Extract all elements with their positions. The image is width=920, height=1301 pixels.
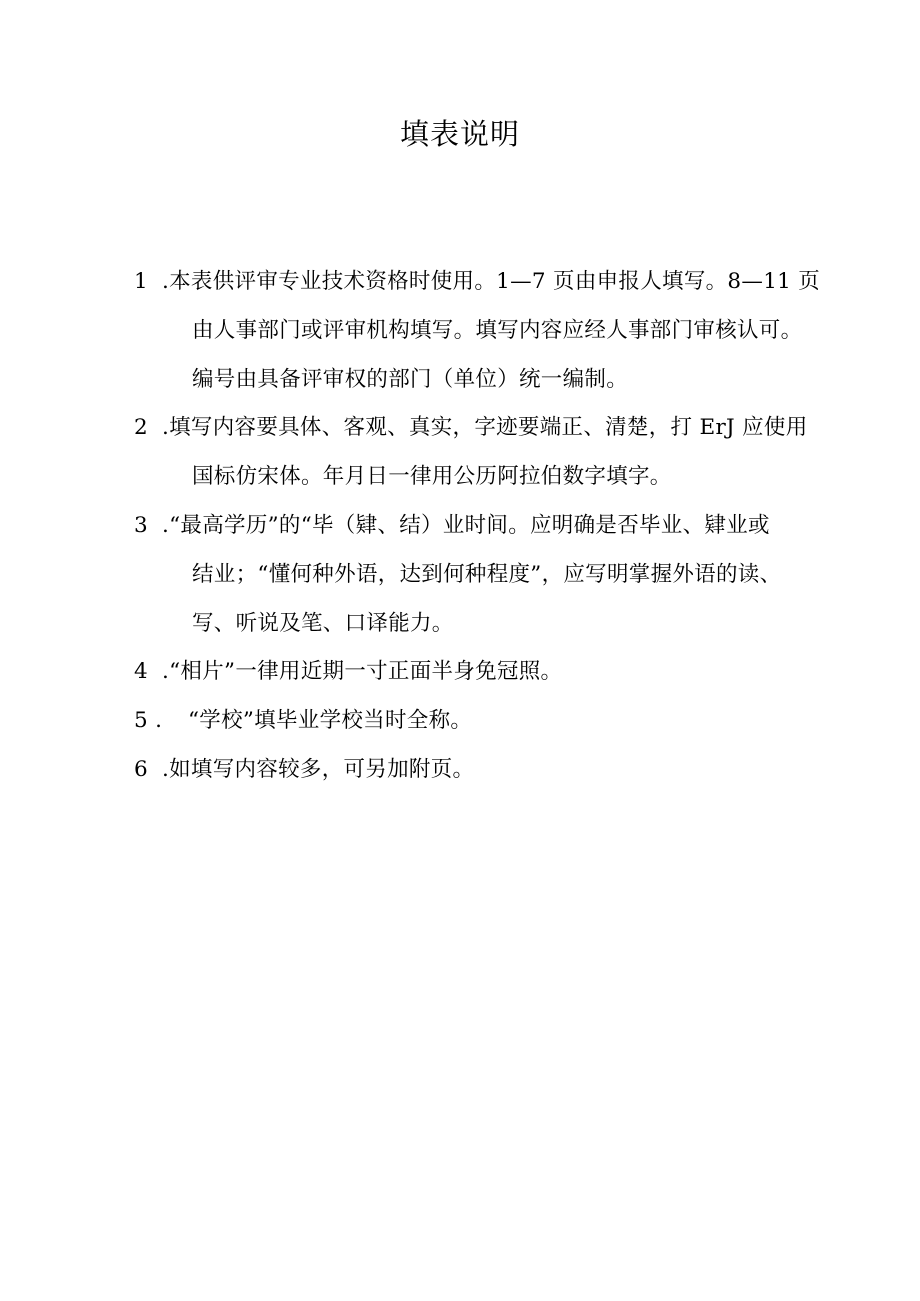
item-number	[134, 697, 162, 746]
page-title: 填表说明	[399, 117, 520, 151]
item-line: 写、听说及笔、口译能力。	[192, 610, 454, 636]
instructions-list	[134, 258, 846, 795]
instruction-item-1	[134, 258, 846, 404]
item-line: .填写内容要具体、客观、真实，字迹要端正、清楚，打 ErJ 应使用	[162, 415, 808, 441]
item-number: 2	[134, 415, 148, 441]
item-number: 1	[134, 269, 148, 294]
item-line: .如填写内容较多，可另加附页。	[162, 756, 475, 782]
item-line: 由人事部门或评审机构填写。填写内容应经人事部门审核认可。	[192, 317, 803, 343]
item-text	[162, 258, 846, 404]
item-line: .“最高学历”的“毕（肄、结）业时间。应明确是否毕业、肄业或	[162, 512, 770, 538]
item-number-dot: .	[155, 708, 163, 734]
item-text	[162, 502, 846, 648]
instruction-item-4	[134, 648, 846, 697]
item-line: 结业；“懂何种外语，达到何种程度”，应写明掌握外语的读、	[192, 561, 782, 587]
item-number: 3	[134, 512, 148, 538]
item-line: .本表供评审专业技术资格时使用。1—7 页由申报人填写。8—11 页	[162, 269, 821, 294]
item-text	[162, 404, 846, 502]
item-line: 国标仿宋体。年月日一律用公历阿拉伯数字填字。	[192, 464, 672, 490]
item-text	[162, 648, 846, 697]
instruction-item-5	[134, 697, 846, 746]
item-number: 4	[134, 659, 148, 685]
instruction-item-6	[134, 746, 846, 795]
item-line: 编号由具备评审权的部门（单位）统一编制。	[192, 366, 629, 392]
item-text	[162, 746, 846, 795]
item-line: “学校”填毕业学校当时全称。	[188, 708, 473, 734]
instruction-item-2	[134, 404, 846, 502]
item-number: 6	[134, 756, 148, 782]
instruction-item-3	[134, 502, 846, 648]
item-line: .“相片”一律用近期一寸正面半身免冠照。	[162, 659, 563, 685]
item-number-digit: 5	[134, 708, 148, 734]
item-text	[162, 697, 846, 746]
